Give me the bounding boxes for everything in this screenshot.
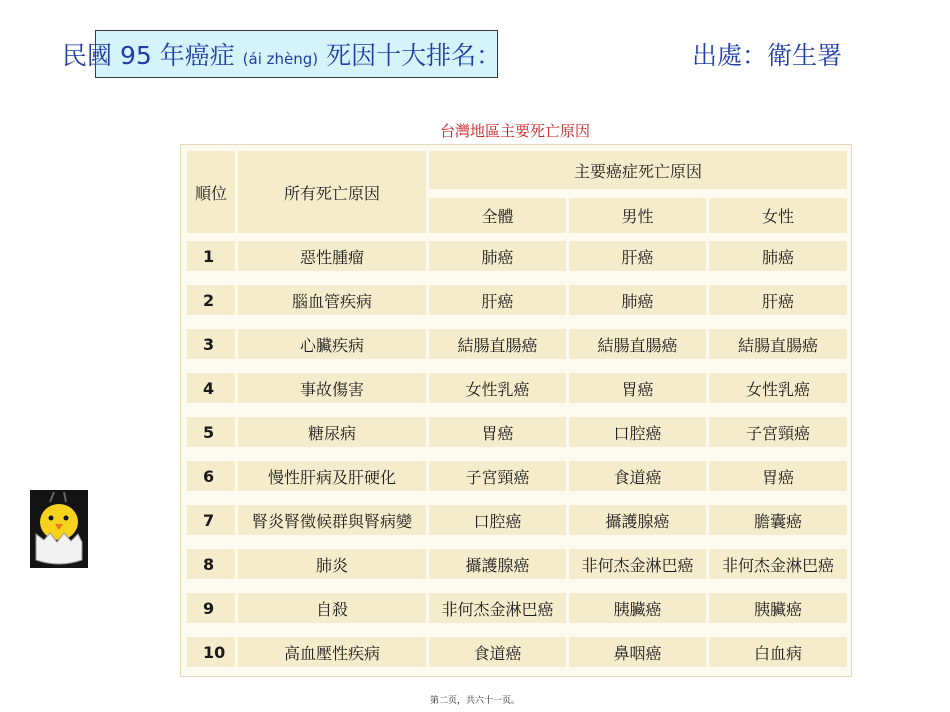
overall-cell: 食道癌 — [429, 637, 566, 667]
cause-cell: 肺炎 — [238, 549, 426, 579]
male-cell: 肝癌 — [569, 241, 706, 271]
cause-cell: 自殺 — [238, 593, 426, 623]
cause-cell: 糖尿病 — [238, 417, 426, 447]
overall-cell: 口腔癌 — [429, 505, 566, 535]
overall-cell: 結腸直腸癌 — [429, 329, 566, 359]
male-cell: 胃癌 — [569, 373, 706, 403]
rank-cell: 9 — [187, 593, 235, 623]
overall-cell: 女性乳癌 — [429, 373, 566, 403]
title-text-pre: 民國 95 年癌症 — [62, 41, 243, 70]
female-cell: 胰臟癌 — [709, 593, 847, 623]
cause-cell: 慢性肝病及肝硬化 — [238, 461, 426, 491]
source-label: 出處：衛生署 — [692, 41, 843, 70]
page-title — [62, 38, 501, 74]
cause-cell: 事故傷害 — [238, 373, 426, 403]
female-cell: 非何杰金淋巴癌 — [709, 549, 847, 579]
rank-cell: 4 — [187, 373, 235, 403]
female-cell: 白血病 — [709, 637, 847, 667]
cause-cell: 腎炎腎徵候群與腎病變 — [238, 505, 426, 535]
header-male: 男性 — [569, 198, 706, 233]
rank-cell: 1 — [187, 241, 235, 271]
cause-cell: 腦血管疾病 — [238, 285, 426, 315]
header-rank: 順位 — [187, 151, 235, 233]
male-cell: 肺癌 — [569, 285, 706, 315]
rank-cell: 6 — [187, 461, 235, 491]
header-cancer-group: 主要癌症死亡原因 — [429, 151, 847, 189]
male-cell: 胰臟癌 — [569, 593, 706, 623]
female-cell: 肺癌 — [709, 241, 847, 271]
male-cell: 非何杰金淋巴癌 — [569, 549, 706, 579]
cause-of-death-table — [180, 144, 852, 677]
overall-cell: 肝癌 — [429, 285, 566, 315]
cause-cell: 心臟疾病 — [238, 329, 426, 359]
title-pinyin: (ái zhèng) — [242, 50, 319, 68]
header-overall: 全體 — [429, 198, 566, 233]
table-caption: 台灣地區主要死亡原因 — [439, 122, 590, 140]
female-cell: 膽囊癌 — [709, 505, 847, 535]
female-cell: 子宮頸癌 — [709, 417, 847, 447]
male-cell: 結腸直腸癌 — [569, 329, 706, 359]
male-cell: 鼻咽癌 — [569, 637, 706, 667]
rank-cell: 2 — [187, 285, 235, 315]
male-cell: 口腔癌 — [569, 417, 706, 447]
female-cell: 胃癌 — [709, 461, 847, 491]
overall-cell: 非何杰金淋巴癌 — [429, 593, 566, 623]
female-cell: 結腸直腸癌 — [709, 329, 847, 359]
header-female: 女性 — [709, 198, 847, 233]
female-cell: 女性乳癌 — [709, 373, 847, 403]
chick-icon — [30, 490, 88, 568]
overall-cell: 肺癌 — [429, 241, 566, 271]
female-cell: 肝癌 — [709, 285, 847, 315]
rank-cell: 10 — [187, 637, 235, 667]
chick-illustration — [30, 490, 88, 568]
rank-cell: 8 — [187, 549, 235, 579]
overall-cell: 攝護腺癌 — [429, 549, 566, 579]
overall-cell: 子宮頸癌 — [429, 461, 566, 491]
header-all-causes: 所有死亡原因 — [238, 151, 426, 233]
page-footer: 第二页，共六十一页。 — [429, 696, 520, 706]
rank-cell: 5 — [187, 417, 235, 447]
rank-cell: 7 — [187, 505, 235, 535]
cause-cell: 惡性腫瘤 — [238, 241, 426, 271]
male-cell: 攝護腺癌 — [569, 505, 706, 535]
male-cell: 食道癌 — [569, 461, 706, 491]
overall-cell: 胃癌 — [429, 417, 566, 447]
cause-cell: 高血壓性疾病 — [238, 637, 426, 667]
rank-cell: 3 — [187, 329, 235, 359]
title-text-post: 死因十大排名： — [318, 41, 502, 70]
